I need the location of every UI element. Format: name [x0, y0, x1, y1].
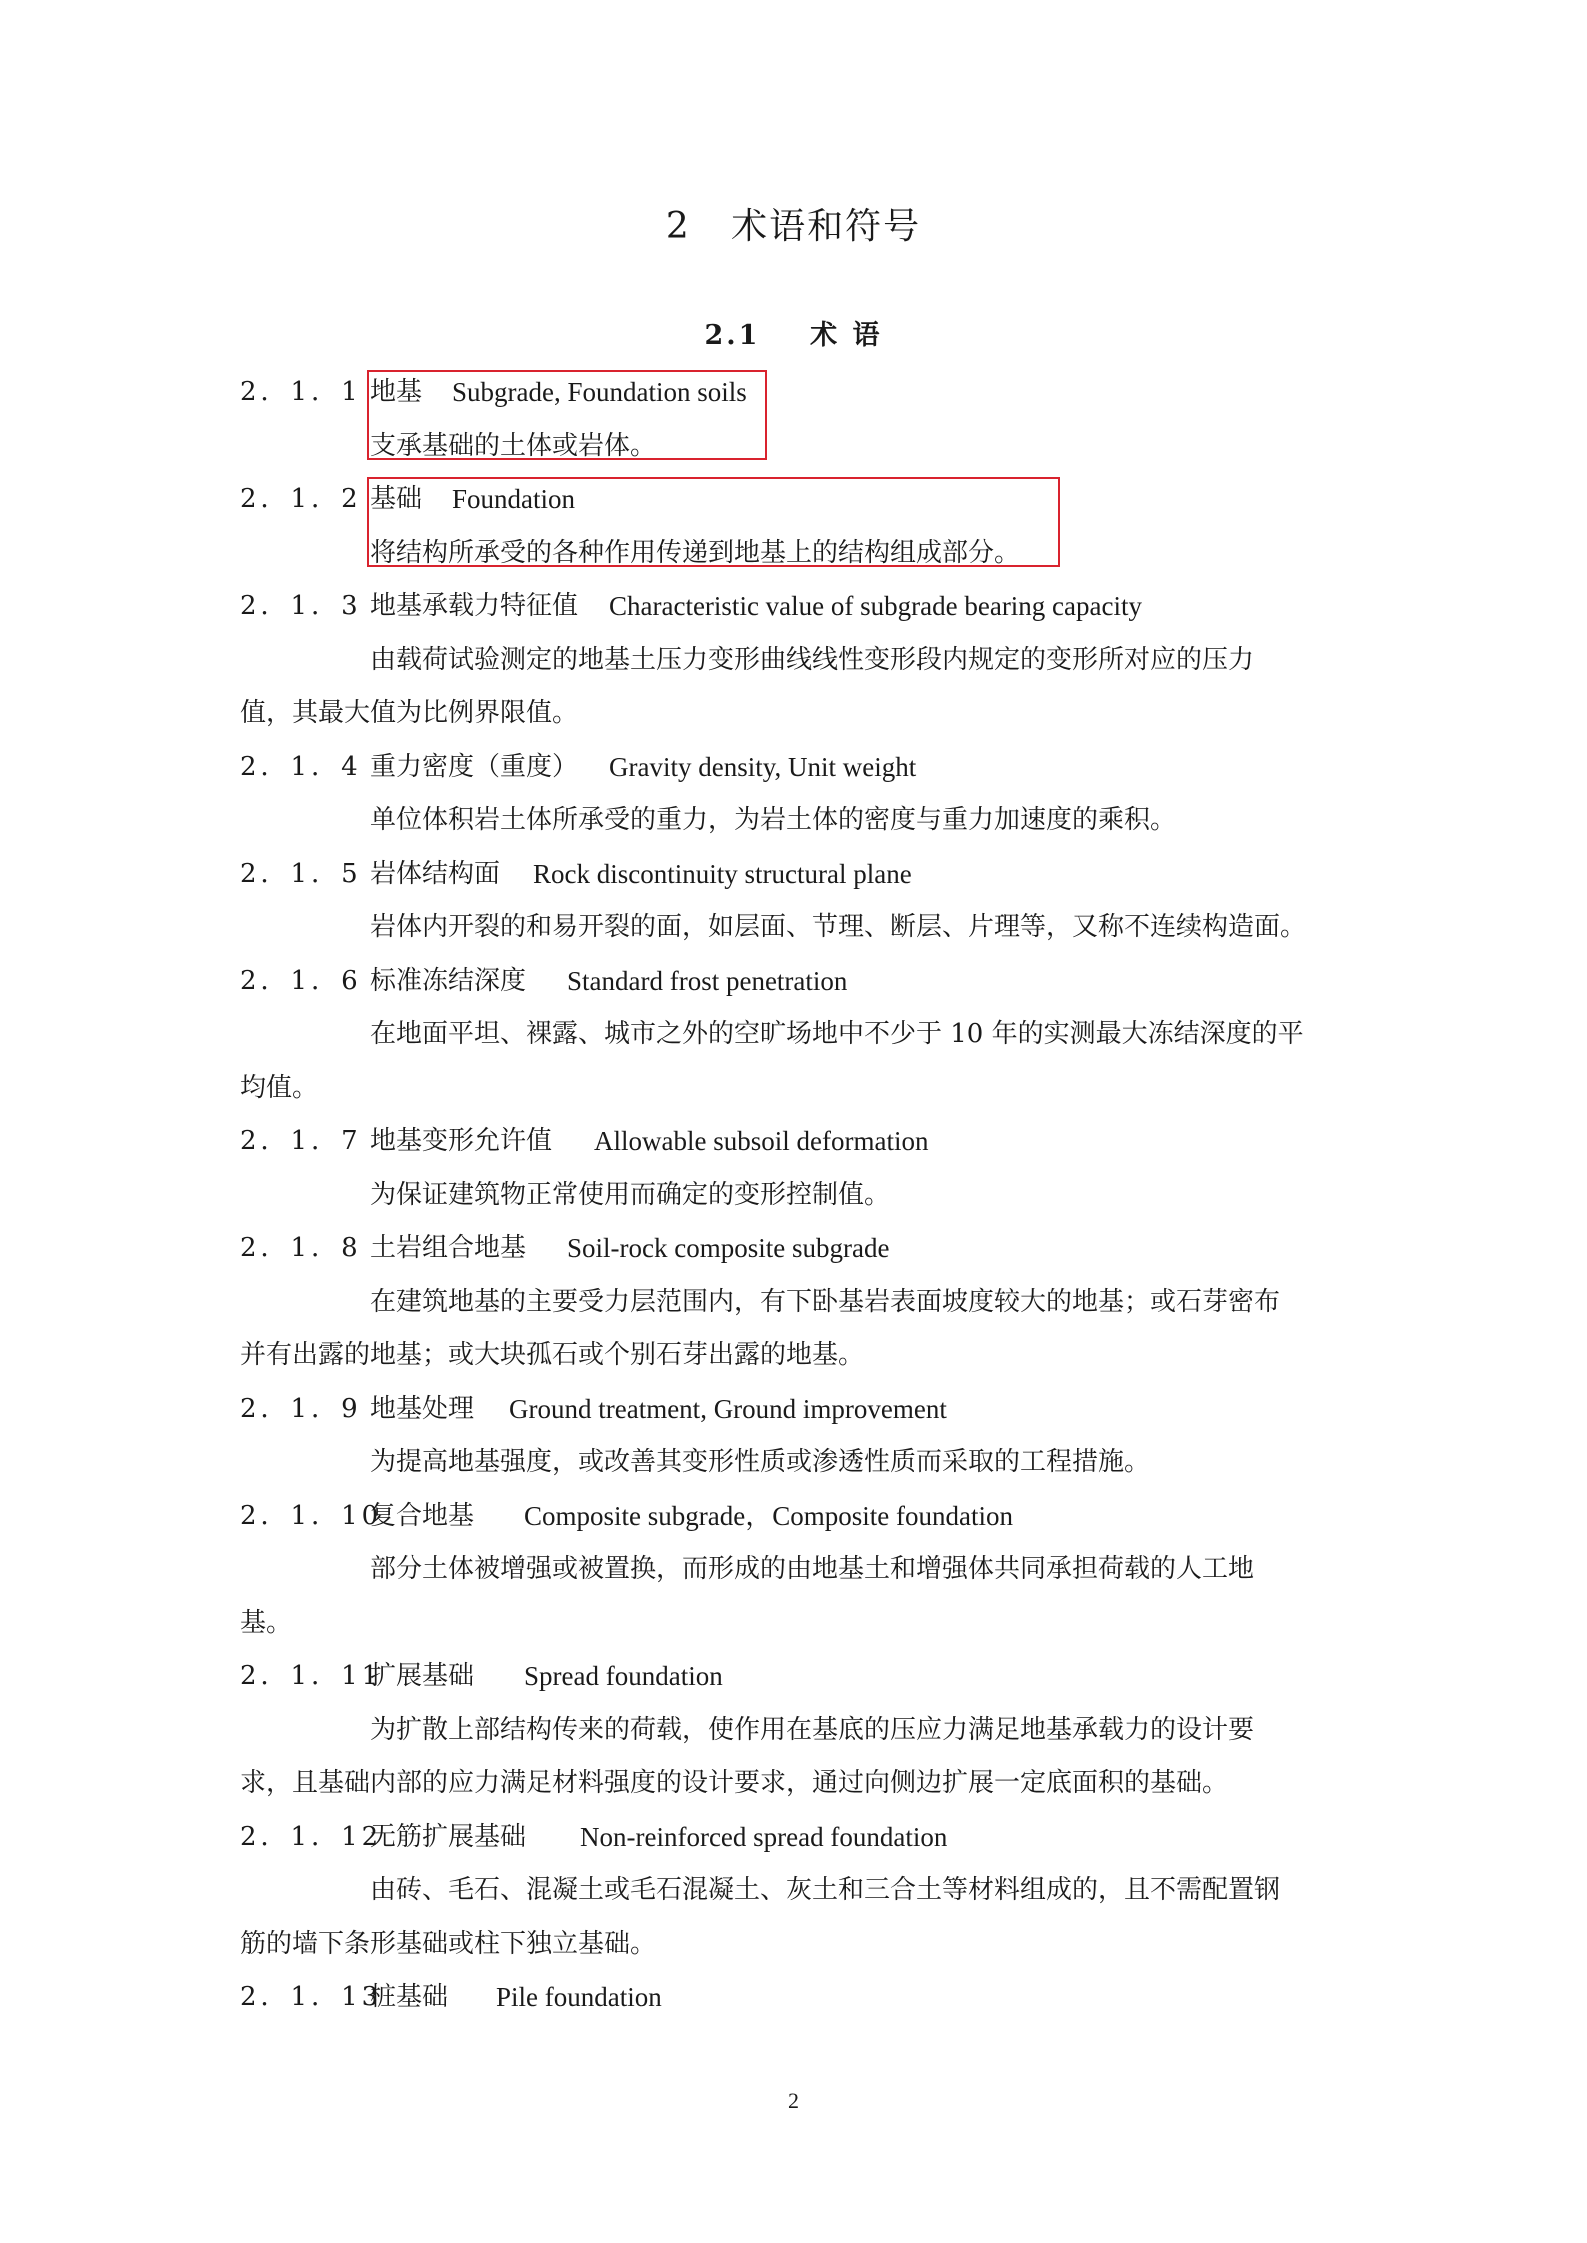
- term-number: 2．1．9: [240, 1393, 362, 1424]
- term-chinese: 土岩组合地基: [370, 1233, 527, 1263]
- term-definition-line: [0, 420, 1587, 474]
- term-definition-continuation: 均值。: [240, 1072, 319, 1103]
- term-definition-line: [0, 1864, 1587, 1918]
- term-definition-continuation: 并有出露的地基；或大块孤石或个别石芽出露的地基。: [240, 1340, 865, 1370]
- term-heading: [0, 1811, 1587, 1865]
- term-heading: [0, 955, 1587, 1009]
- term-definition-line: [0, 1169, 1587, 1223]
- term-heading: [0, 1971, 1587, 2025]
- term-heading: [0, 1490, 1587, 1544]
- term-english: Foundation: [452, 484, 576, 514]
- term-english: Pile foundation: [496, 1982, 662, 2012]
- highlight-box-1: [367, 370, 767, 460]
- term-heading: [0, 1383, 1587, 1437]
- term-definition: 岩体内开裂的和易开裂的面，如层面、节理、断层、片理等，又称不连续构造面。: [370, 912, 1307, 942]
- term-english: Rock discontinuity structural plane: [533, 858, 912, 889]
- term-number: 2．1．3: [240, 591, 362, 621]
- term-definition: 在建筑地基的主要受力层范围内，有下卧基岩表面坡度较大的地基；或石芽密布: [370, 1286, 1281, 1317]
- term-definition: 单位体积岩土体所承受的重力，为岩土体的密度与重力加速度的乘积。: [370, 805, 1177, 835]
- term-english: Gravity density, Unit weight: [609, 751, 917, 782]
- page-number: 2: [788, 2088, 799, 2113]
- term-definition-line: [0, 1757, 1587, 1811]
- term-definition-line: [0, 901, 1587, 955]
- section-title-text: 术 语: [810, 320, 883, 351]
- term-chinese: 地基处理: [370, 1393, 475, 1424]
- term-definition: 为保证建筑物正常使用而确定的变形控制值。: [370, 1179, 891, 1210]
- term-english: Ground treatment, Ground improvement: [509, 1393, 947, 1424]
- term-english: Allowable subsoil deformation: [594, 1126, 929, 1156]
- term-definition-line: [0, 634, 1587, 688]
- term-english: Spread foundation: [524, 1661, 723, 1691]
- term-heading: [0, 741, 1587, 795]
- term-definition-line: [0, 1008, 1587, 1062]
- term-chinese: 地基承载力特征值: [370, 591, 579, 621]
- term-chinese: 无筋扩展基础: [370, 1821, 527, 1852]
- term-definition-line: [0, 1276, 1587, 1330]
- term-definition: 部分土体被增强或被置换，而形成的由地基土和增强体共同承担荷载的人工地: [370, 1554, 1255, 1584]
- term-number: 2．1．6: [240, 965, 362, 996]
- term-chinese: 桩基础: [370, 1982, 449, 2012]
- term-chinese: 基础: [370, 484, 423, 514]
- term-chinese: 复合地基: [370, 1500, 475, 1531]
- term-number: 2．1．7: [240, 1126, 362, 1156]
- term-definition: 在地面平坦、裸露、城市之外的空旷场地中不少于 10 年的实测最大冻结深度的平: [370, 1019, 1304, 1049]
- term-definition-line: [0, 1436, 1587, 1490]
- section-title: [0, 313, 1587, 352]
- term-definition: 将结构所承受的各种作用传递到地基上的结构组成部分。: [370, 537, 1021, 568]
- term-heading: [0, 366, 1587, 420]
- term-heading: [0, 1222, 1587, 1276]
- term-definition: 由砖、毛石、混凝土或毛石混凝土、灰土和三合土等材料组成的，且不需配置钢: [370, 1875, 1281, 1905]
- term-definition: 为提高地基强度，或改善其变形性质或渗透性质而采取的工程措施。: [370, 1447, 1151, 1477]
- term-definition: 由载荷试验测定的地基土压力变形曲线线性变形段内规定的变形所对应的压力: [370, 644, 1255, 675]
- term-number: 2．1．13: [240, 1982, 383, 2012]
- highlight-box-2: [367, 477, 1060, 567]
- term-definition-line: [0, 794, 1587, 848]
- term-definition-line: [0, 687, 1587, 741]
- term-definition-continuation: 基。: [240, 1607, 293, 1638]
- term-number: 2．1．11: [240, 1661, 383, 1691]
- term-definition-continuation: 值，其最大值为比例界限值。: [240, 698, 579, 728]
- term-definition-line: [0, 1543, 1587, 1597]
- term-number: 2．1．2: [240, 484, 362, 514]
- term-chinese: 地基变形允许值: [370, 1126, 553, 1156]
- section-number: 2.1: [704, 320, 761, 351]
- chapter-number: 2: [665, 206, 691, 247]
- term-definition-line: [0, 1062, 1587, 1116]
- term-english: Non-reinforced spread foundation: [580, 1821, 948, 1852]
- term-english: Subgrade, Foundation soils: [452, 377, 747, 407]
- term-definition-line: [0, 1918, 1587, 1972]
- term-definition: 支承基础的土体或岩体。: [370, 430, 657, 461]
- term-number: 2．1．4: [240, 751, 362, 782]
- term-heading: [0, 848, 1587, 902]
- term-chinese: 重力密度（重度）: [370, 751, 579, 782]
- term-number: 2．1．8: [240, 1233, 362, 1263]
- term-english: Composite subgrade，Composite foundation: [524, 1500, 1013, 1531]
- term-heading: [0, 1650, 1587, 1704]
- term-number: 2．1．12: [240, 1821, 383, 1852]
- term-number: 2．1．1: [240, 377, 362, 407]
- term-definition: 为扩散上部结构传来的荷载，使作用在基底的压应力满足地基承载力的设计要: [370, 1714, 1255, 1745]
- chapter-title: [0, 198, 1587, 249]
- term-definition-continuation: 筋的墙下条形基础或柱下独立基础。: [240, 1928, 657, 1959]
- term-definition-line: [0, 1597, 1587, 1651]
- term-chinese: 标准冻结深度: [370, 965, 527, 996]
- term-english: Soil-rock composite subgrade: [567, 1233, 890, 1263]
- term-definition-continuation: 求，且基础内部的应力满足材料强度的设计要求，通过向侧边扩展一定底面积的基础。: [240, 1768, 1229, 1798]
- chapter-title-text: 术语和符号: [731, 206, 922, 247]
- term-number: 2．1．5: [240, 858, 362, 889]
- term-chinese: 地基: [370, 377, 423, 407]
- term-definition-line: [0, 1329, 1587, 1383]
- term-heading: [0, 1115, 1587, 1169]
- term-heading: [0, 580, 1587, 634]
- term-chinese: 扩展基础: [370, 1661, 475, 1691]
- term-english: Standard frost penetration: [567, 965, 848, 996]
- term-english: Characteristic value of subgrade bearing capacity: [609, 591, 1142, 621]
- term-definition-line: [0, 1704, 1587, 1758]
- term-number: 2．1．10: [240, 1500, 383, 1531]
- term-chinese: 岩体结构面: [370, 858, 501, 889]
- terms-list: [0, 366, 1587, 2025]
